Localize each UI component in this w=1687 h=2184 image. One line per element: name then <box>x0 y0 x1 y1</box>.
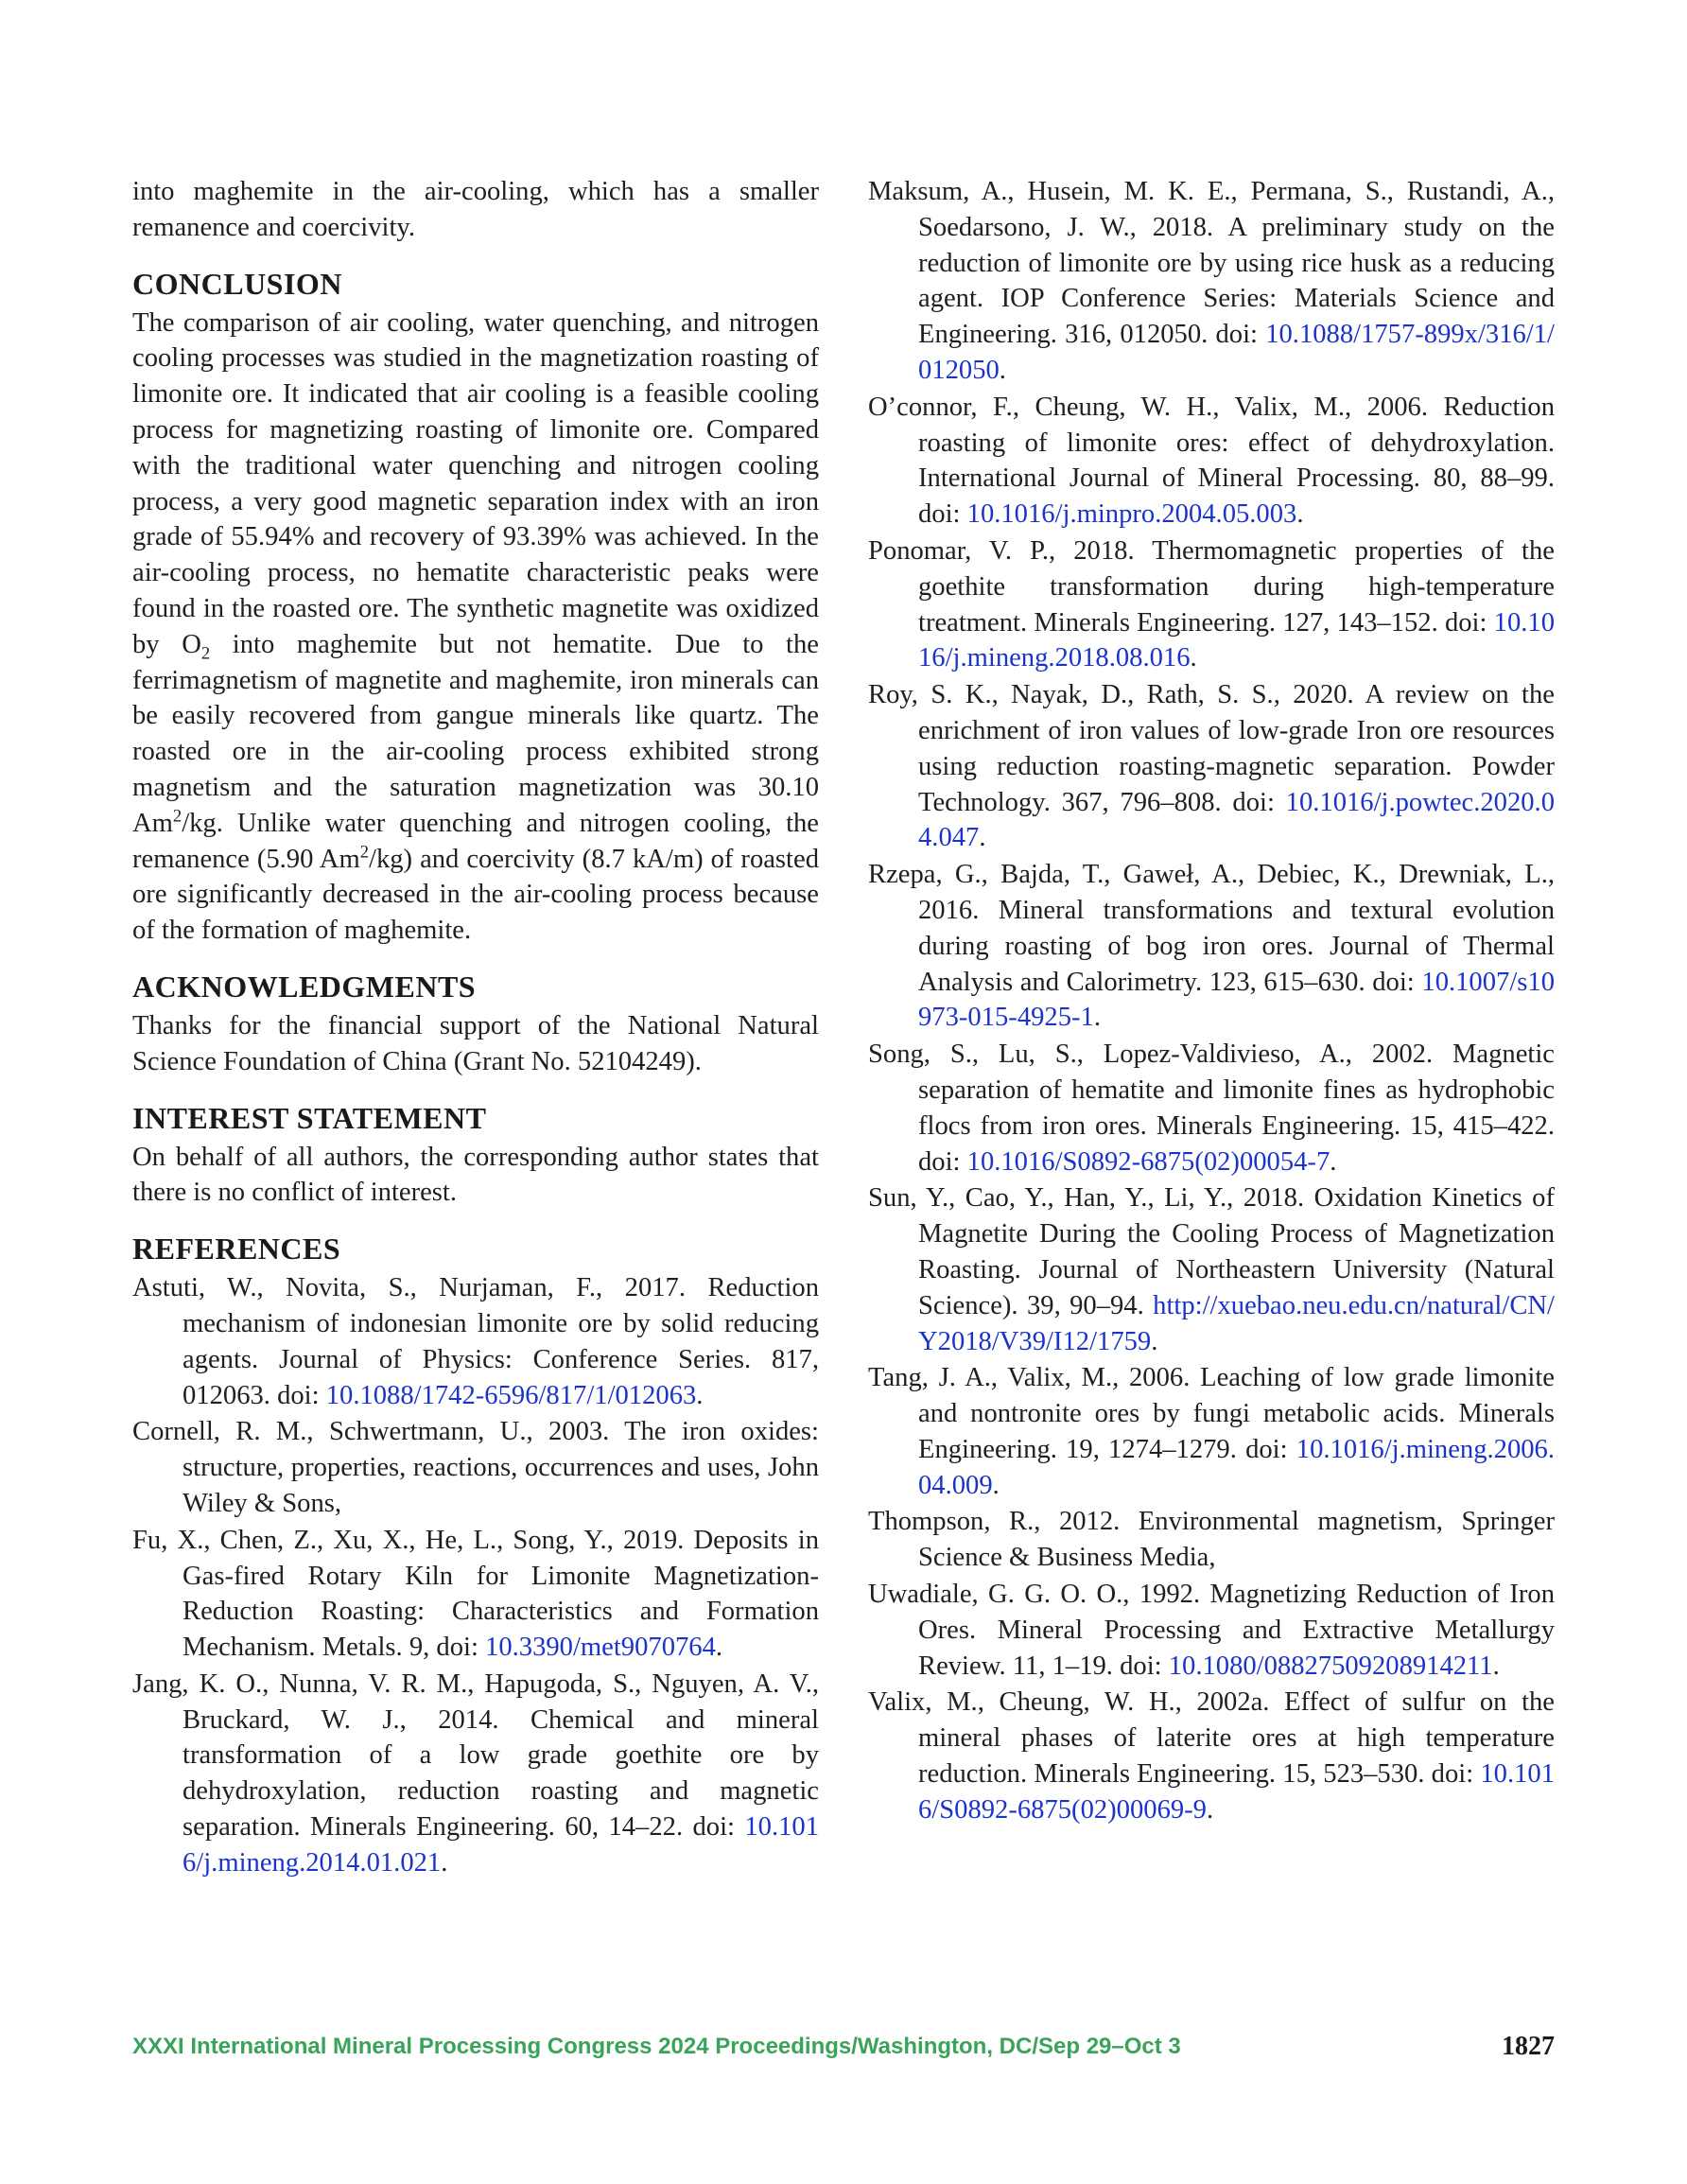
reference-tail: . <box>999 355 1006 385</box>
reference-text: Thompson, R., 2012. Environmental magnetism, Springer Science & Business Media, <box>868 1507 1555 1573</box>
reference-tail: . <box>715 1633 723 1663</box>
reference-text: Astuti, W., Novita, S., Nurjaman, F., 2017. Reduction mechanism of indonesian limonite ore by solid reducing agents. Journal of Physics: Conference Series. 817, 012063. doi: <box>132 1273 819 1410</box>
reference-entry <box>868 1037 1555 1179</box>
intro-paragraph: into maghemite in the air-cooling, which has a smaller remanence and coercivity. <box>132 177 819 242</box>
reference-text: Cornell, R. M., Schwertmann, U., 2003. The iron oxides: structure, properties, reactions, occurrences and uses, John Wiley & Sons, <box>132 1417 819 1518</box>
doi-link[interactable]: 10.1088/1757-899x/316/1/012050 <box>918 320 1555 385</box>
left-column <box>132 174 819 1882</box>
reference-text: Tang, J. A., Valix, M., 2006. Leaching of low grade limonite and nontronite ores by fungi metabolic acids. Minerals Engineering. 19, 1274–1279. doi: <box>868 1363 1555 1464</box>
doi-link[interactable]: 10.3390/met9070764 <box>485 1633 716 1663</box>
interest-statement-paragraph: On behalf of all authors, the corresponding author states that there is no conflict of interest. <box>132 1142 819 1208</box>
reference-entry <box>132 1523 819 1666</box>
page-footer <box>132 2034 1555 2071</box>
reference-tail: . <box>441 1847 448 1878</box>
reference-text: O’connor, F., Cheung, W. H., Valix, M., 2006. Reduction roasting of limonite ores: effect of dehydroxylation. International Journal of Mineral Processing. 80, 88–99. doi: <box>868 392 1555 530</box>
reference-list-right <box>868 174 1555 1828</box>
reference-entry <box>868 1577 1555 1684</box>
reference-text: Roy, S. K., Nayak, D., Rath, S. S., 2020. A review on the enrichment of iron values of low-grade Iron ore resources using reduction roasting-magnetic separation. Powder Technology. 367, 796–808. doi: <box>868 680 1555 817</box>
squared-superscript: 2 <box>359 842 369 863</box>
reference-entry <box>868 857 1555 1036</box>
references-heading: REFERENCES <box>132 1232 341 1267</box>
reference-entry <box>868 174 1555 389</box>
reference-entry <box>868 1360 1555 1503</box>
reference-text: Sun, Y., Cao, Y., Han, Y., Li, Y., 2018. Oxidation Kinetics of Magnetite During the Cooling Process of Magnetization Roasting. Journal of Northeastern University (Natural Science). 39, 90–94. <box>868 1183 1555 1320</box>
reference-entry <box>132 1414 819 1521</box>
doi-link[interactable]: 10.1088/1742-6596/817/1/012063 <box>325 1380 697 1410</box>
reference-text: Uwadiale, G. G. O. O., 1992. Magnetizing Reduction of Iron Ores. Mineral Processing and Extractive Metallurgy Review. 11, 1–19. doi: <box>868 1580 1555 1681</box>
reference-text: Song, S., Lu, S., Lopez-Valdivieso, A., 2002. Magnetic separation of hematite and limonite fines as hydrophobic flocs from iron ores. Minerals Engineering. 15, 415–422. doi: <box>868 1040 1555 1177</box>
doi-link[interactable]: 10.1016/S0892-6875(02)00069-9 <box>918 1759 1555 1825</box>
reference-tail: . <box>696 1380 704 1410</box>
squared-superscript: 2 <box>172 806 183 827</box>
footer-conference-title: XXXI International Mineral Processing Congress 2024 Proceedings/Washington, DC/Sep 29–Oct 3 <box>132 2034 1181 2059</box>
page-number: 1827 <box>1502 2032 1555 2061</box>
reference-tail: . <box>1093 1003 1101 1033</box>
right-column <box>868 174 1555 1829</box>
reference-entry <box>868 1504 1555 1576</box>
doi-link[interactable]: 10.1080/08827509208914211 <box>1168 1651 1493 1681</box>
doi-link[interactable]: http://xuebao.neu.edu.cn/natural/CN/Y2018/V39/I12/1759 <box>918 1290 1555 1356</box>
reference-tail: . <box>979 823 986 853</box>
reference-tail: . <box>1151 1326 1158 1356</box>
reference-list-left <box>132 1270 819 1881</box>
reference-tail: . <box>1296 499 1304 530</box>
reference-tail: . <box>1206 1794 1214 1825</box>
reference-tail: . <box>1190 643 1197 673</box>
conclusion-text-1: The comparison of air cooling, water quenching, and nitrogen cooling processes was studied in the magnetization roasting of limonite ore. It indicated that air cooling is a feasible cooling process for magnetizing roasting of limonite ore. Compared with the traditional water quenching and nitrogen cooling process, a very good magnetic separation index with an iron grade of 55.94% and recovery of 93.39% was achieved. In the air-cooling process, no hematite characteristic peaks were found in the roasted ore. The synthetic magnetite was oxidized by O <box>132 307 819 659</box>
reference-tail: . <box>1492 1651 1500 1681</box>
reference-text: Rzepa, G., Bajda, T., Gaweł, A., Debiec, K., Drewniak, L., 2016. Mineral transformations and textural evolution during roasting of bog iron ores. Journal of Thermal Analysis and Calorimetry. 123, 615–630. doi: <box>868 860 1555 997</box>
reference-text: Valix, M., Cheung, W. H., 2002a. Effect of sulfur on the mineral phases of laterite ores at high temperature reduction. Minerals Engineering. 15, 523–530. doi: <box>868 1687 1555 1790</box>
doi-link[interactable]: 10.1016/S0892-6875(02)00054-7 <box>966 1146 1330 1177</box>
reference-text: Ponomar, V. P., 2018. Thermomagnetic properties of the goethite transformation during high-temperature treatment. Minerals Engineering. 127, 143–152. doi: <box>868 535 1555 638</box>
doi-link[interactable]: 10.1016/j.mineng.2018.08.016 <box>918 607 1555 673</box>
reference-entry <box>868 390 1555 533</box>
doi-link[interactable]: 10.1016/j.powtec.2020.04.047 <box>918 787 1555 853</box>
doi-link[interactable]: 10.1007/s10973-015-4925-1 <box>918 967 1555 1033</box>
reference-entry <box>868 1685 1555 1827</box>
conclusion-text-2: into maghemite but not hematite. Due to the ferrimagnetism of magnetite and maghemite, iron minerals can be easily recovered from gangue minerals like quartz. The roasted ore in the air-cooling process exhibited strong magnetism and the saturation magnetization was 30.10 Am <box>132 629 819 838</box>
reference-entry <box>868 677 1555 856</box>
reference-entry <box>868 1180 1555 1359</box>
acknowledgments-heading: ACKNOWLEDGMENTS <box>132 969 477 1004</box>
conclusion-text-3: /kg. Unlike water quenching and nitrogen cooling, the remanence (5.90 Am <box>132 808 819 874</box>
conclusion-heading: CONCLUSION <box>132 266 342 301</box>
reference-text: Maksum, A., Husein, M. K. E., Permana, S., Rustandi, A., Soedarsono, J. W., 2018. A preliminary study on the reduction of limonite ore by using rice husk as a reducing agent. IOP Conference Series: Materials Science and Engineering. 316, 012050. doi: <box>868 177 1555 350</box>
reference-text: Fu, X., Chen, Z., Xu, X., He, L., Song, Y., 2019. Deposits in Gas-fired Rotary Kiln for Limonite Magnetization-Reduction Roasting: Characteristics and Formation Mechanism. Metals. 9, doi: <box>132 1525 819 1663</box>
conclusion-paragraph <box>132 306 819 949</box>
reference-entry <box>132 1667 819 1881</box>
doi-link[interactable]: 10.1016/j.minpro.2004.05.003 <box>966 499 1297 530</box>
interest-statement-heading: INTEREST STATEMENT <box>132 1100 487 1135</box>
reference-tail: . <box>992 1470 1000 1500</box>
reference-entry <box>132 1270 819 1413</box>
doi-link[interactable]: 10.1016/j.mineng.2014.01.021 <box>183 1812 819 1878</box>
doi-link[interactable]: 10.1016/j.mineng.2006.04.009 <box>918 1434 1555 1500</box>
conclusion-text-4: /kg) and coercivity (8.7 kA/m) of roasted ore significantly decreased in the air-cooling process because of the formation of maghemite. <box>132 844 819 946</box>
o2-subscript: 2 <box>200 643 211 664</box>
reference-tail: . <box>1330 1146 1337 1177</box>
acknowledgments-paragraph: Thanks for the financial support of the National Natural Science Foundation of China (Grant No. 52104249). <box>132 1010 819 1076</box>
reference-entry <box>868 533 1555 676</box>
reference-text: Jang, K. O., Nunna, V. R. M., Hapugoda, S., Nguyen, A. V., Bruckard, W. J., 2014. Chemical and mineral transformation of a low grade goethite ore by dehydroxylation, reduction roasting and magnetic separation. Minerals Engineering. 60, 14–22. doi: <box>132 1669 819 1843</box>
